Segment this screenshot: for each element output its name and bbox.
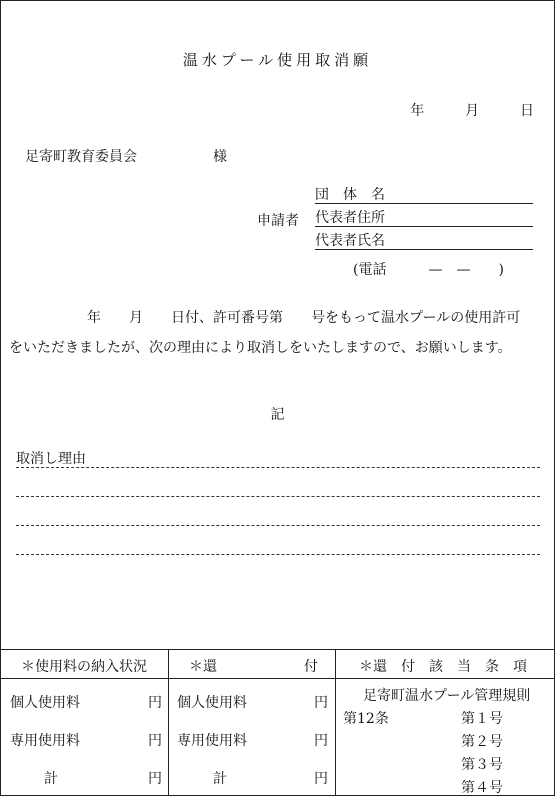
date-day-label: 日 bbox=[520, 103, 534, 119]
rep-name-field[interactable]: 代表者氏名 bbox=[315, 230, 533, 250]
col1-row-label: 専用使用料 bbox=[10, 733, 80, 749]
col2-row-unit: 円 bbox=[314, 695, 328, 711]
col2-row-label: 計 bbox=[213, 771, 227, 787]
form-title: 温水プール使用取消願 bbox=[182, 51, 373, 69]
col1-row-label: 個人使用料 bbox=[10, 695, 80, 711]
body-text-line-2: をいただきましたが、次の理由により取消しをいたしますので、お願いします。 bbox=[9, 340, 512, 356]
col1-row-unit: 円 bbox=[148, 733, 162, 749]
applicant-label: 申請者 bbox=[257, 213, 299, 229]
reason-label: 取消し理由 bbox=[16, 451, 86, 467]
reason-line[interactable] bbox=[16, 496, 540, 497]
col2-row-label: 個人使用料 bbox=[177, 695, 247, 711]
col1-row-unit: 円 bbox=[148, 695, 162, 711]
col2-row-unit: 円 bbox=[314, 771, 328, 787]
col1-row-unit: 円 bbox=[148, 771, 162, 787]
body-text-line-1: 年 月 日付、許可番号第 号をもって温水プールの使用許可 bbox=[87, 310, 521, 326]
phone-field[interactable]: (電話 — — ) bbox=[353, 262, 504, 278]
table-divider bbox=[335, 649, 336, 795]
refund-clause-header: ＊還 付 該 当 条 項 bbox=[359, 659, 527, 675]
reason-line[interactable] bbox=[16, 525, 540, 526]
table-header-border bbox=[1, 678, 554, 679]
clause-item: 第２号 bbox=[461, 734, 503, 750]
table-top-border bbox=[1, 649, 554, 650]
reason-line[interactable] bbox=[16, 554, 540, 555]
article-label: 第12条 bbox=[343, 711, 389, 727]
clause-item: 第１号 bbox=[461, 711, 503, 727]
payment-status-header: ＊使用料の納入状況 bbox=[21, 659, 147, 675]
ki-heading: 記 bbox=[270, 407, 285, 423]
refund-header-left: ＊還 bbox=[189, 659, 217, 675]
table-divider bbox=[168, 649, 169, 795]
clause-item: 第３号 bbox=[461, 757, 503, 773]
col1-row-label: 計 bbox=[44, 771, 58, 787]
group-name-field[interactable]: 団 体 名 bbox=[315, 184, 533, 204]
date-year-label: 年 bbox=[410, 103, 425, 119]
date-month-label: 月 bbox=[465, 103, 480, 119]
refund-header-right: 付 bbox=[304, 659, 318, 675]
rule-name: 足寄町温水プール管理規則 bbox=[363, 688, 531, 704]
col2-row-label: 専用使用料 bbox=[177, 733, 247, 749]
date-line bbox=[410, 100, 534, 120]
reason-line[interactable] bbox=[16, 467, 540, 468]
col2-row-unit: 円 bbox=[314, 733, 328, 749]
honorific: 様 bbox=[213, 149, 227, 165]
addressee: 足寄町教育委員会 bbox=[25, 149, 137, 165]
rep-address-field[interactable]: 代表者住所 bbox=[315, 207, 533, 227]
clause-item: 第４号 bbox=[461, 780, 503, 796]
